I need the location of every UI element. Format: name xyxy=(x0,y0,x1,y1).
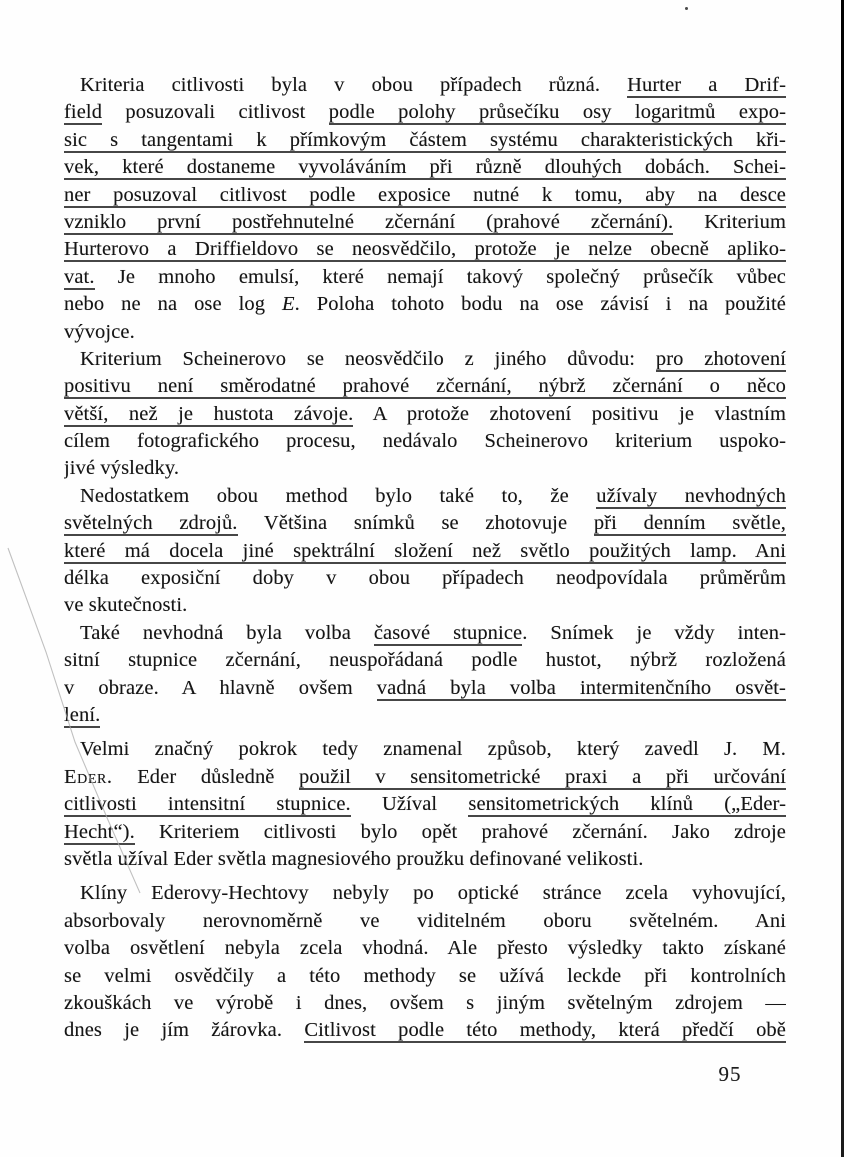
text-line xyxy=(64,819,786,846)
text-line xyxy=(64,764,786,791)
text-line xyxy=(64,908,786,935)
underlined-text-segment: sensitometrických klínů („Eder- xyxy=(468,793,786,816)
text-segment: Kriteriem citlivosti bylo opět prahové zčernání. Jako zdroje xyxy=(134,820,786,843)
text-line xyxy=(64,963,786,990)
paragraph xyxy=(64,346,786,483)
underlined-text-segment: Hurterovo a Driffieldovo se neosvědčilo, protože je nelze obecně apliko- xyxy=(64,238,786,261)
text-line xyxy=(64,373,786,400)
page-number: 95 xyxy=(718,1062,742,1086)
text-line xyxy=(64,647,786,674)
underlined-text-segment: ner posuzoval citlivost podle exposice nutné k tomu, aby na desce xyxy=(64,183,786,206)
underlined-text-segment: citlivosti intensitní stupnice. xyxy=(64,793,351,816)
text-segment: . Snímek je vždy inten- xyxy=(522,621,786,644)
text-line xyxy=(64,620,786,647)
text-line xyxy=(64,935,786,962)
text-segment: v obraze. A hlavně ovšem xyxy=(64,676,377,699)
text-line xyxy=(64,401,786,428)
text-segment: volba osvětlení nebyla zcela vhodná. Ale přesto výsledky takto získané xyxy=(64,937,786,960)
text-line xyxy=(64,346,786,373)
text-segment: nebo ne na ose log xyxy=(64,293,283,316)
text-line xyxy=(64,264,786,291)
text-segment: cílem fotografického procesu, nedávalo Scheinerovo kriterium uspoko- xyxy=(64,430,786,453)
text-segment: zkouškách ve výrobě i dnes, ovšem s jiným světelným zdrojem — xyxy=(64,991,786,1014)
text-segment: Také nevhodná byla volba xyxy=(80,621,374,644)
text-line xyxy=(64,127,786,154)
text-segment: se velmi osvědčily a této methody se užívá leckde při kontrolních xyxy=(64,964,786,987)
text-line xyxy=(64,182,786,209)
text-line xyxy=(64,510,786,537)
text-line xyxy=(64,291,786,318)
text-line xyxy=(64,72,786,99)
text-line xyxy=(64,880,786,907)
underlined-text-segment: které má docela jiné spektrální složení než světlo použitých lamp. Ani xyxy=(64,539,786,562)
text-segment: E xyxy=(282,293,295,316)
text-line xyxy=(64,565,786,592)
text-segment: světla užíval Eder světla magnesiového proužku definované velikosti. xyxy=(64,847,644,870)
text-segment: Užíval xyxy=(350,793,469,816)
text-line xyxy=(64,791,786,818)
paragraph xyxy=(64,483,786,620)
paragraph xyxy=(64,736,786,873)
underlined-text-segment: podle polohy průsečíku osy logaritmů expo- xyxy=(328,101,786,124)
text-line xyxy=(64,455,786,482)
text-line xyxy=(64,483,786,510)
text-line xyxy=(64,736,786,763)
text-segment: Kriteria citlivosti byla v obou případech různá. xyxy=(80,74,628,96)
underlined-text-segment: lení. xyxy=(64,703,101,726)
paragraph xyxy=(64,72,786,346)
text-line xyxy=(64,99,786,126)
underlined-text-segment: při denním světle, xyxy=(593,512,786,535)
text-line xyxy=(64,538,786,565)
text-segment: Kriterium Scheinerovo se neosvědčilo z jiného důvodu: xyxy=(80,347,656,370)
text-line xyxy=(64,209,786,236)
text-line xyxy=(64,675,786,702)
text-segment: Velmi značný pokrok tedy znamenal způsob, který zavedl J. M. xyxy=(80,738,786,761)
text-segment: Klíny Ederovy-Hechtovy nebyly po optické stránce zcela vyhovující, xyxy=(80,882,786,905)
text-segment: absorbovaly nerovnoměrně ve viditelném oboru světelném. Ani xyxy=(64,909,786,932)
text-line xyxy=(64,319,786,346)
dust-speck xyxy=(685,7,688,10)
text-line xyxy=(64,592,786,619)
text-segment: dnes je jím žárovka. xyxy=(64,1019,305,1042)
text-segment: posuzovali citlivost xyxy=(102,101,329,124)
text-line xyxy=(64,1017,786,1044)
text-segment: Kriterium xyxy=(673,210,786,233)
text-line xyxy=(64,428,786,455)
text-segment: Eder. xyxy=(64,765,113,788)
underlined-text-segment: časové stupnice xyxy=(373,621,523,644)
text-segment: Je mnoho emulsí, které nemají takový společný průsečík vůbec xyxy=(94,265,786,288)
underlined-text-segment: sic s tangentami k přímkovým částem systému charakteristických kři- xyxy=(64,128,786,151)
underlined-text-segment: vzniklo první postřehnutelné zčernání (prahové zčernání). xyxy=(64,210,674,233)
underlined-text-segment: vat. xyxy=(64,265,95,288)
underlined-text-segment: field xyxy=(64,101,103,124)
text-line xyxy=(64,154,786,181)
text-line xyxy=(64,990,786,1017)
underlined-text-segment: užívaly nevhodných xyxy=(596,484,786,507)
underlined-text-segment: positivu není směrodatné prahové zčernání, nýbrž zčernání o něco xyxy=(64,375,786,398)
underlined-text-segment: použil v sensitometrické praxi a při určování xyxy=(299,765,786,788)
text-segment: délka exposiční doby v obou případech neodpovídala průměrům xyxy=(64,567,786,590)
text-segment: sitní stupnice zčernání, neuspořádaná podle hustot, nýbrž rozložená xyxy=(64,649,786,672)
text-segment: vývojce. xyxy=(64,320,135,343)
underlined-text-segment: vek, které dostaneme vyvoláváním při různě dlouhých dobách. Schei- xyxy=(64,156,786,179)
text-segment: Eder důsledně xyxy=(112,765,300,788)
underlined-text-segment: pro zhotovení xyxy=(655,347,786,370)
page-edge-shadow xyxy=(841,0,844,1157)
underlined-text-segment: vadná byla volba intermitenčního osvět- xyxy=(376,676,786,699)
underlined-text-segment: Hurter a Drif- xyxy=(627,74,786,96)
paragraph xyxy=(64,620,786,730)
text-segment: A protože zhotovení positivu je vlastním xyxy=(353,402,786,425)
underlined-text-segment: Hecht“). xyxy=(64,820,135,843)
text-block xyxy=(64,72,786,1045)
underlined-text-segment: světelných zdrojů. xyxy=(64,512,238,535)
underlined-text-segment: Citlivost podle této methody, která předčí obě xyxy=(304,1019,786,1042)
text-line xyxy=(64,846,786,873)
text-segment: ve skutečnosti. xyxy=(64,594,188,617)
text-segment: Nedostatkem obou method bylo také to, že xyxy=(80,484,597,507)
text-segment: Většina snímků se zhotovuje xyxy=(237,512,594,535)
paragraph xyxy=(64,880,786,1044)
text-segment: jivé výsledky. xyxy=(64,457,180,480)
text-line xyxy=(64,702,786,729)
text-line xyxy=(64,236,786,263)
text-segment: . Poloha tohoto bodu na ose závisí i na použité xyxy=(294,293,786,316)
underlined-text-segment: větší, než je hustota závoje. xyxy=(64,402,354,425)
